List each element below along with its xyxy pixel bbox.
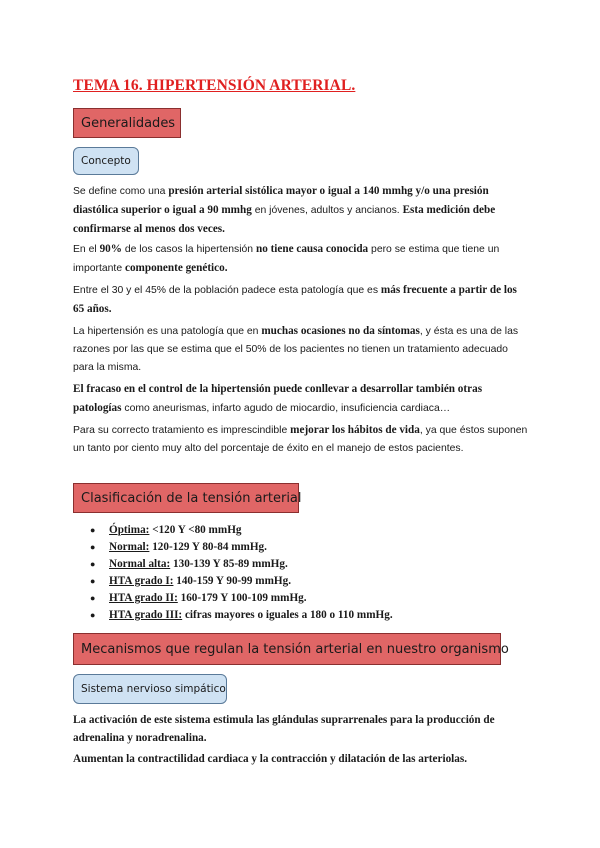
paragraph-activation: La activación de este sistema estimula las glándulas suprarrenales para la producción de adrenalina y noradrenalina. <box>73 714 495 744</box>
text-span: como aneurismas, infarto agudo de miocardio, insuficiencia cardiaca… <box>121 403 451 414</box>
paragraph-complications <box>73 380 528 418</box>
text-span: en jóvenes, adultos y ancianos. <box>251 205 403 216</box>
subheader-sistema-nervioso: Sistema nervioso simpático <box>73 674 227 704</box>
item-value: 120-129 Y 80-84 mmHg. <box>149 541 267 553</box>
bullet-icon: ● <box>90 559 96 569</box>
list-item <box>90 556 393 573</box>
item-value: 130-139 Y 85-89 mmHg. <box>170 558 288 570</box>
paragraph-causes <box>73 240 528 278</box>
bullet-icon: ● <box>90 593 96 603</box>
list-item <box>90 539 393 556</box>
item-label: HTA grado I: <box>109 575 174 587</box>
bold-span: Esta medición debe confirmarse al menos dos veces. <box>73 204 496 235</box>
text-span: La hipertensión es una patología que en <box>73 326 262 337</box>
item-label: HTA grado II: <box>109 592 178 604</box>
text-span: Para su correcto tratamiento es imprescindible <box>73 425 291 436</box>
bold-span: 90% <box>99 243 122 255</box>
paragraph-treatment <box>73 421 528 458</box>
subheader-concepto: Concepto <box>73 147 139 175</box>
item-value: <120 Y <80 mmHg <box>149 524 242 536</box>
bullet-icon: ● <box>90 610 96 620</box>
bold-span: muchas ocasiones no da síntomas <box>261 325 420 337</box>
bullet-icon: ● <box>90 525 96 535</box>
text-span: Se define como una <box>73 186 169 197</box>
section-header-clasificacion: Clasificación de la tensión arterial <box>73 483 299 513</box>
item-value: 160-179 Y 100-109 mmHg. <box>177 592 307 604</box>
item-label: Óptima: <box>109 524 150 536</box>
bold-span: más frecuente a partir de los 65 años. <box>73 284 517 315</box>
bold-span: no tiene causa conocida <box>255 243 369 255</box>
item-value: 140-159 Y 90-99 mmHg. <box>173 575 291 587</box>
item-label: Normal alta: <box>109 558 171 570</box>
bold-span: presión arterial sistólica mayor o igual a 140 mmhg y/o una presión diastólica superior o igual a 90 mmhg <box>73 185 489 216</box>
list-item <box>90 522 393 539</box>
item-label: Normal: <box>109 541 150 553</box>
classification-list <box>90 522 393 624</box>
paragraph-symptoms <box>73 322 528 377</box>
section-header-generalidades: Generalidades <box>73 108 181 138</box>
paragraph-prevalence <box>73 281 528 319</box>
text-span: de los casos la hipertensión <box>121 244 256 255</box>
bullet-icon: ● <box>90 576 96 586</box>
text-span: En el <box>73 244 100 255</box>
bold-span: componente genético. <box>124 262 228 274</box>
item-value: cifras mayores o iguales a 180 o 110 mmHg. <box>182 609 393 621</box>
text-span: , y ésta es una de las razones por las que se estima que el 50% de los pacientes no tienen un tratamiento adecuado para la misma. <box>73 326 519 373</box>
bold-span: El fracaso en el control de la hipertensión puede conllevar a desarrollar también otras patologías <box>73 383 483 414</box>
list-item <box>90 573 393 590</box>
list-item <box>90 590 393 607</box>
bullet-icon: ● <box>90 542 96 552</box>
text-span: pero se estima que tiene un importante <box>73 244 500 274</box>
bold-span: mejorar los hábitos de vida <box>290 424 420 436</box>
item-label: HTA grado III: <box>109 609 183 621</box>
text-span: Entre el 30 y el 45% de la población padece esta patología que es <box>73 285 381 296</box>
list-item <box>90 607 393 624</box>
page-title: TEMA 16. HIPERTENSIÓN ARTERIAL. <box>73 77 356 94</box>
section-header-mecanismos: Mecanismos que regulan la tensión arterial en nuestro organismo <box>73 633 501 665</box>
paragraph-contractility: Aumentan la contractilidad cardiaca y la contracción y dilatación de las arteriolas. <box>73 753 468 765</box>
text-span: , ya que éstos suponen un tanto por ciento muy alto del porcentaje de éxito en el manejo de estos pacientes. <box>73 425 528 454</box>
paragraph-definition <box>73 182 528 239</box>
